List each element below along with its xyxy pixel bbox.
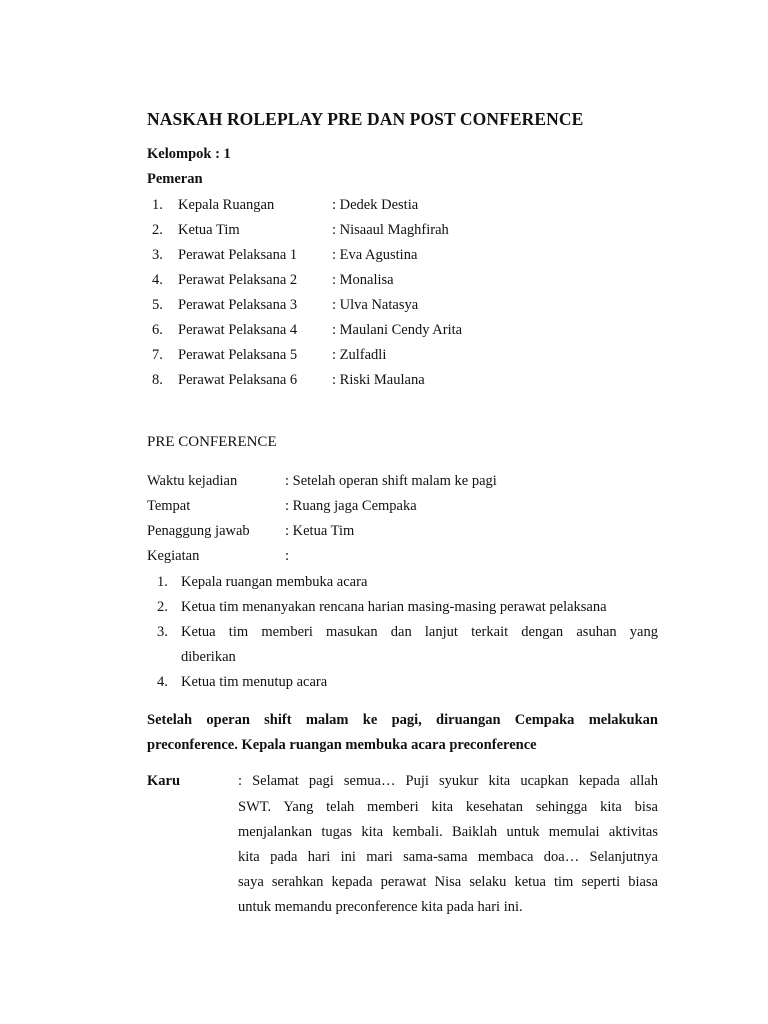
cast-name: : Riski Maulana xyxy=(332,372,425,388)
cast-role: Perawat Pelaksana 2 xyxy=(178,272,298,288)
activity-number: 1. xyxy=(157,574,168,590)
activity-text: Ketua tim menutup acara xyxy=(181,674,328,690)
cast-role: Perawat Pelaksana 5 xyxy=(178,347,298,363)
cast-name: : Eva Agustina xyxy=(332,247,418,263)
cast-number: 2. xyxy=(152,222,163,238)
speech-line: saya serahkan kepada perawat Nisa selaku ketua tim seperti biasa xyxy=(238,874,658,890)
group-label: Kelompok : 1 xyxy=(147,146,231,162)
document-title: NASKAH ROLEPLAY PRE DAN POST CONFERENCE xyxy=(147,109,584,129)
activity-number: 2. xyxy=(157,599,168,615)
info-label: Tempat xyxy=(147,498,191,514)
info-label: Waktu kejadian xyxy=(147,473,238,489)
activity-item xyxy=(147,599,658,619)
cast-name: : Ulva Natasya xyxy=(332,297,419,313)
activity-text: Ketua tim menanyakan rencana harian masing-masing perawat pelaksana xyxy=(181,599,607,615)
cast-name: : Maulani Cendy Arita xyxy=(332,322,463,338)
activity-text: Ketua tim memberi masukan dan lanjut terkait dengan asuhan yang xyxy=(181,624,658,640)
cast-number: 5. xyxy=(152,297,163,313)
cast-number: 6. xyxy=(152,322,163,338)
cast-role: Perawat Pelaksana 3 xyxy=(178,297,298,313)
pre-conference-heading: PRE CONFERENCE xyxy=(147,434,277,450)
scene-intro-line: preconference. Kepala ruangan membuka acara preconference xyxy=(147,737,537,753)
activity-item xyxy=(147,674,658,694)
speaker-name: Karu xyxy=(147,773,181,789)
cast-heading: Pemeran xyxy=(147,171,203,187)
cast-role: Ketua Tim xyxy=(178,222,240,238)
info-label: Penaggung jawab xyxy=(147,523,250,539)
info-value: : xyxy=(285,548,290,564)
info-value: : Setelah operan shift malam ke pagi xyxy=(285,473,497,489)
cast-role: Perawat Pelaksana 4 xyxy=(178,322,298,338)
cast-name: : Dedek Destia xyxy=(332,197,419,213)
cast-number: 8. xyxy=(152,372,163,388)
cast-role: Perawat Pelaksana 1 xyxy=(178,247,298,263)
cast-name: : Zulfadli xyxy=(332,347,387,363)
speech-line: kita pada hari ini mari sama-sama membaca doa… Selanjutnya xyxy=(238,849,658,865)
speech-line: menjalankan tugas kita kembali. Baiklah untuk memulai aktivitas xyxy=(238,824,658,840)
activity-text: Kepala ruangan membuka acara xyxy=(181,574,368,590)
cast-role: Perawat Pelaksana 6 xyxy=(178,372,298,388)
cast-name: : Monalisa xyxy=(332,272,394,288)
activity-item xyxy=(147,574,658,594)
cast-name: : Nisaaul Maghfirah xyxy=(332,222,449,238)
cast-role: Kepala Ruangan xyxy=(178,197,275,213)
cast-number: 1. xyxy=(152,197,163,213)
activity-number: 3. xyxy=(157,624,168,640)
activity-number: 4. xyxy=(157,674,168,690)
activity-item xyxy=(147,624,658,644)
cast-number: 7. xyxy=(152,347,163,363)
cast-number: 4. xyxy=(152,272,163,288)
scene-intro-line: Setelah operan shift malam ke pagi, diruangan Cempaka melakukan xyxy=(147,712,658,728)
speech-line: : Selamat pagi semua… Puji syukur kita ucapkan kepada allah xyxy=(238,773,658,789)
cast-number: 3. xyxy=(152,247,163,263)
activity-item-continued xyxy=(147,649,658,669)
speech-line: SWT. Yang telah memberi kita kesehatan sehingga kita bisa xyxy=(238,799,658,815)
info-label: Kegiatan xyxy=(147,548,200,564)
info-value: : Ruang jaga Cempaka xyxy=(285,498,417,514)
speech-line: untuk memandu preconference kita pada hari ini. xyxy=(238,899,523,915)
info-value: : Ketua Tim xyxy=(285,523,355,539)
activity-text: diberikan xyxy=(181,649,236,665)
